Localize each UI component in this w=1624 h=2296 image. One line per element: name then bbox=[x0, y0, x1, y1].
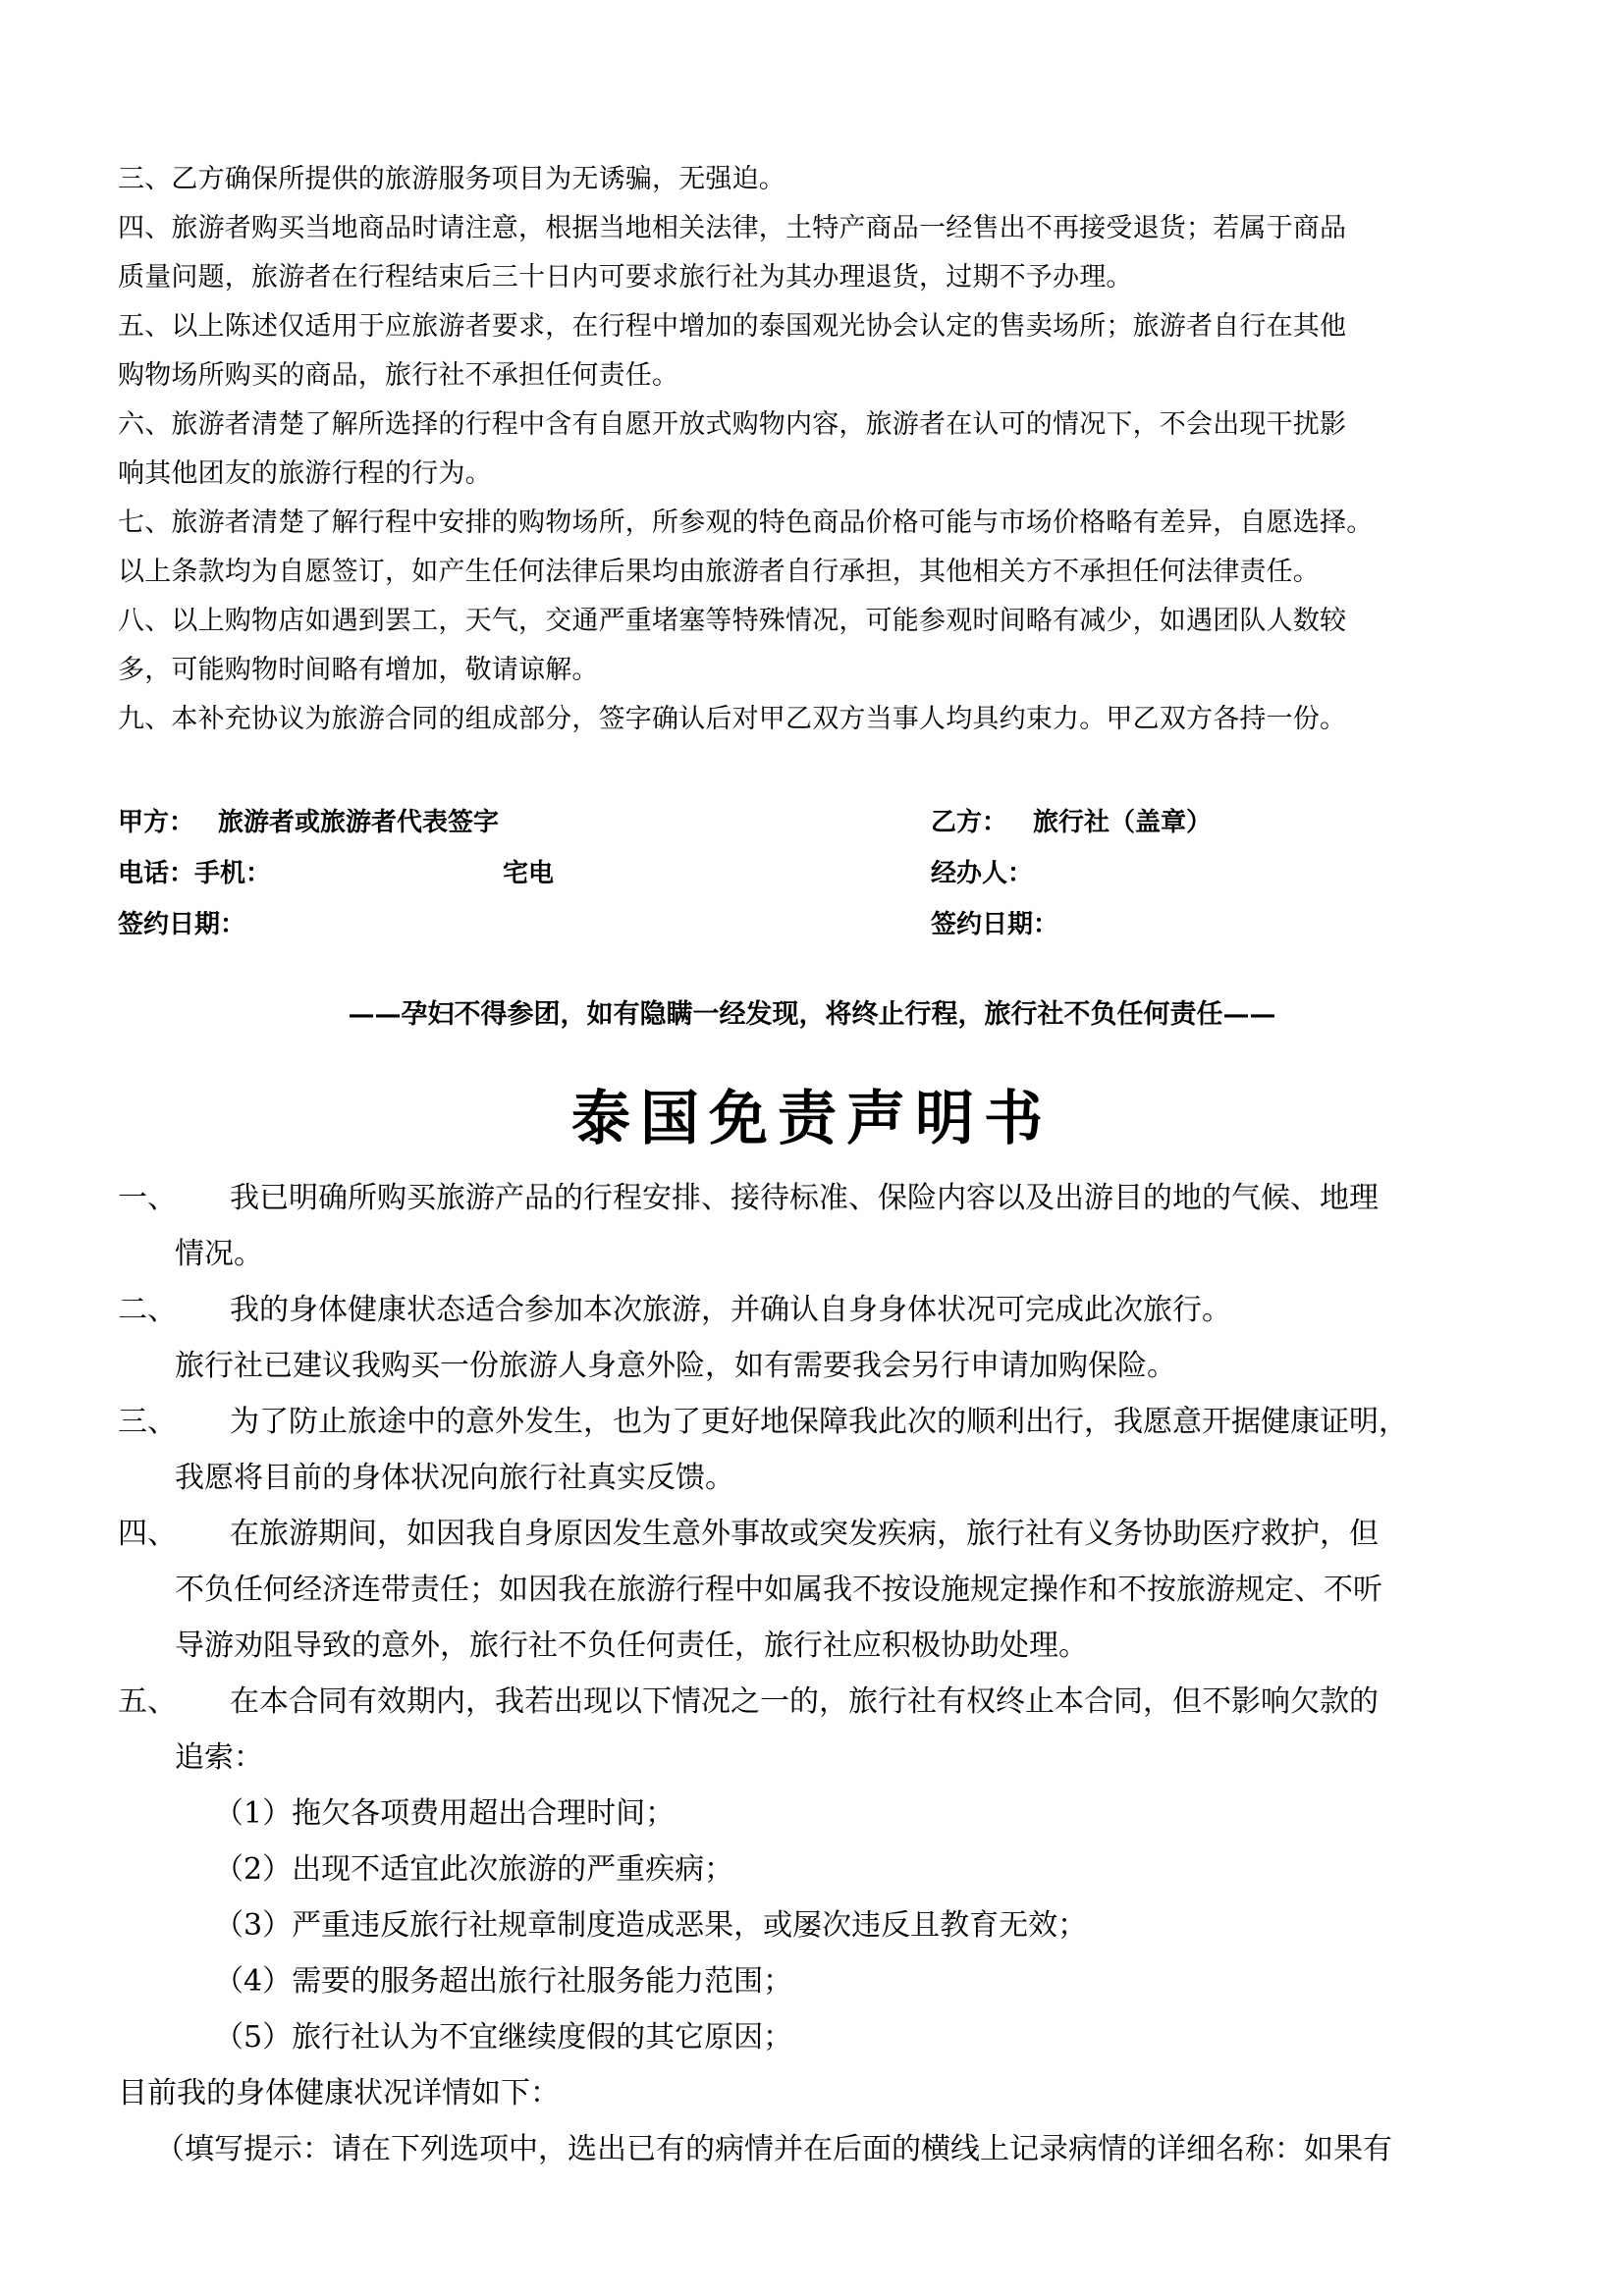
sub-list-item bbox=[118, 2009, 1532, 2065]
sub-list-item bbox=[118, 1842, 1532, 1897]
signature-row-parties bbox=[118, 797, 1512, 848]
clause-line: 九、本补充协议为旅游合同的组成部分，签字确认后对甲乙双方当事人均具约束力。甲乙双方各持一份。 bbox=[118, 704, 1347, 734]
health-intro: 目前我的身体健康状况详情如下： bbox=[118, 2076, 560, 2110]
item-number: 五、 bbox=[118, 1684, 177, 1719]
clause-line: 响其他团友的旅游行程的行为。 bbox=[118, 458, 492, 489]
clause-line: 多，可能购物时间略有增加，敬请谅解。 bbox=[118, 655, 599, 685]
health-intro-row bbox=[118, 2065, 1532, 2121]
list-item-continuation bbox=[118, 1562, 1532, 1618]
party-a-value: 旅游者或旅游者代表签字 bbox=[218, 808, 500, 837]
list-item-continuation bbox=[118, 1730, 1532, 1786]
clause-line: 四、旅游者购买当地商品时请注意，根据当地相关法律，土特产商品一经售出不再接受退货；若属于商品 bbox=[118, 213, 1347, 243]
signature-block bbox=[118, 797, 1512, 950]
hint-row bbox=[118, 2121, 1532, 2177]
sub-list-item bbox=[118, 1953, 1532, 2009]
sign-date-label-b: 签约日期： bbox=[931, 910, 1059, 939]
clause-line: 七、旅游者清楚了解行程中安排的购物场所，所参观的特色商品价格可能与市场价格略有差异，自愿选择。 bbox=[118, 507, 1374, 538]
clause-line: 质量问题，旅游者在行程结束后三十日内可要求旅行社为其办理退货，过期不予办理。 bbox=[118, 262, 1133, 293]
sub-item-text: （3）严重违反旅行社规章制度造成恶果，或屡次违反且教育无效； bbox=[214, 1908, 1088, 1943]
sub-list-item bbox=[118, 1897, 1532, 1953]
item-text: 在本合同有效期内，我若出现以下情况之一的，旅行社有权终止本合同，但不影响欠款的 bbox=[230, 1684, 1379, 1719]
fill-hint: （填写提示：请在下列选项中，选出已有的病情并在后面的横线上记录病情的详细名称：如果有 bbox=[155, 2132, 1392, 2166]
sub-item-text: （1）拖欠各项费用超出合理时间； bbox=[214, 1796, 676, 1831]
signature-row-contact bbox=[118, 848, 1512, 899]
item-number: 一、 bbox=[118, 1181, 177, 1215]
clause-line: 八、以上购物店如遇到罢工，天气，交通严重堵塞等特殊情况，可能参观时间略有减少，如遇团队人数较 bbox=[118, 606, 1347, 636]
party-b-label: 乙方： bbox=[931, 808, 1008, 837]
list-item bbox=[118, 1170, 1532, 1226]
clause-line: 五、以上陈述仅适用于应旅游者要求，在行程中增加的泰国观光协会认定的售卖场所；旅游者自行在其他 bbox=[118, 311, 1347, 342]
item-number: 二、 bbox=[118, 1293, 177, 1327]
item-text: 追索： bbox=[175, 1740, 263, 1775]
item-text: 为了防止旅途中的意外发生，也为了更好地保障我此次的顺利出行，我愿意开据健康证明， bbox=[230, 1405, 1408, 1439]
handler-label: 经办人： bbox=[931, 859, 1034, 888]
list-item bbox=[118, 1674, 1532, 1730]
clause-line: 以上条款均为自愿签订，如产生任何法律后果均由旅游者自行承担，其他相关方不承担任何法律责任。 bbox=[118, 557, 1320, 587]
pregnancy-notice: ——孕妇不得参团，如有隐瞒一经发现，将终止行程，旅行社不负任何责任—— bbox=[348, 999, 1276, 1030]
clause-line: 六、旅游者清楚了解所选择的行程中含有自愿开放式购物内容，旅游者在认可的情况下，不会出现干扰影 bbox=[118, 409, 1347, 440]
sub-item-text: （4）需要的服务超出旅行社服务能力范围； bbox=[214, 1964, 793, 1999]
phone-label: 电话：手机： bbox=[118, 859, 272, 888]
list-item-continuation bbox=[118, 1618, 1532, 1674]
party-b-value: 旅行社（盖章） bbox=[1033, 808, 1213, 837]
item-text: 情况。 bbox=[175, 1237, 263, 1271]
item-text: 我愿将目前的身体状况向旅行社真实反馈。 bbox=[175, 1461, 734, 1495]
sub-list-item bbox=[118, 1786, 1532, 1842]
clause-line: 三、乙方确保所提供的旅游服务项目为无诱骗，无强迫。 bbox=[118, 164, 785, 194]
sub-item-text: （2）出现不适宜此次旅游的严重疾病； bbox=[214, 1852, 734, 1887]
party-a-label: 甲方： bbox=[118, 808, 195, 837]
sign-date-label-a: 签约日期： bbox=[118, 910, 246, 939]
item-text: 导游劝阻导致的意外，旅行社不负任何责任，旅行社应积极协助处理。 bbox=[175, 1629, 1088, 1663]
list-item bbox=[118, 1394, 1532, 1450]
item-number: 三、 bbox=[118, 1405, 177, 1439]
supplement-clauses bbox=[118, 155, 1512, 744]
item-text: 不负任何经济连带责任；如因我在旅游行程中如属我不按设施规定操作和不按旅游规定、不听 bbox=[175, 1573, 1382, 1607]
declaration-body bbox=[118, 1170, 1532, 2177]
list-item-continuation bbox=[118, 1450, 1532, 1506]
item-text: 我的身体健康状态适合参加本次旅游，并确认自身身体状况可完成此次旅行。 bbox=[230, 1293, 1231, 1327]
item-text: 在旅游期间，如因我自身原因发生意外事故或突发疾病，旅行社有义务协助医疗救护，但 bbox=[230, 1517, 1379, 1551]
clause-line: 购物场所购买的商品，旅行社不承担任何责任。 bbox=[118, 360, 679, 391]
list-item bbox=[118, 1506, 1532, 1562]
signature-row-date bbox=[118, 899, 1512, 950]
list-item-continuation bbox=[118, 1226, 1532, 1282]
home-phone-label: 宅电 bbox=[503, 859, 555, 888]
list-item-continuation bbox=[118, 1338, 1532, 1394]
item-text: 我已明确所购买旅游产品的行程安排、接待标准、保险内容以及出游目的地的气候、地理 bbox=[230, 1181, 1379, 1215]
item-number: 四、 bbox=[118, 1517, 177, 1551]
item-text: 旅行社已建议我购买一份旅游人身意外险，如有需要我会另行申请加购保险。 bbox=[175, 1349, 1176, 1383]
sub-item-text: （5）旅行社认为不宜继续度假的其它原因； bbox=[214, 2020, 793, 2055]
list-item bbox=[118, 1282, 1532, 1338]
page-title: 泰国免责声明书 bbox=[571, 1085, 1053, 1153]
